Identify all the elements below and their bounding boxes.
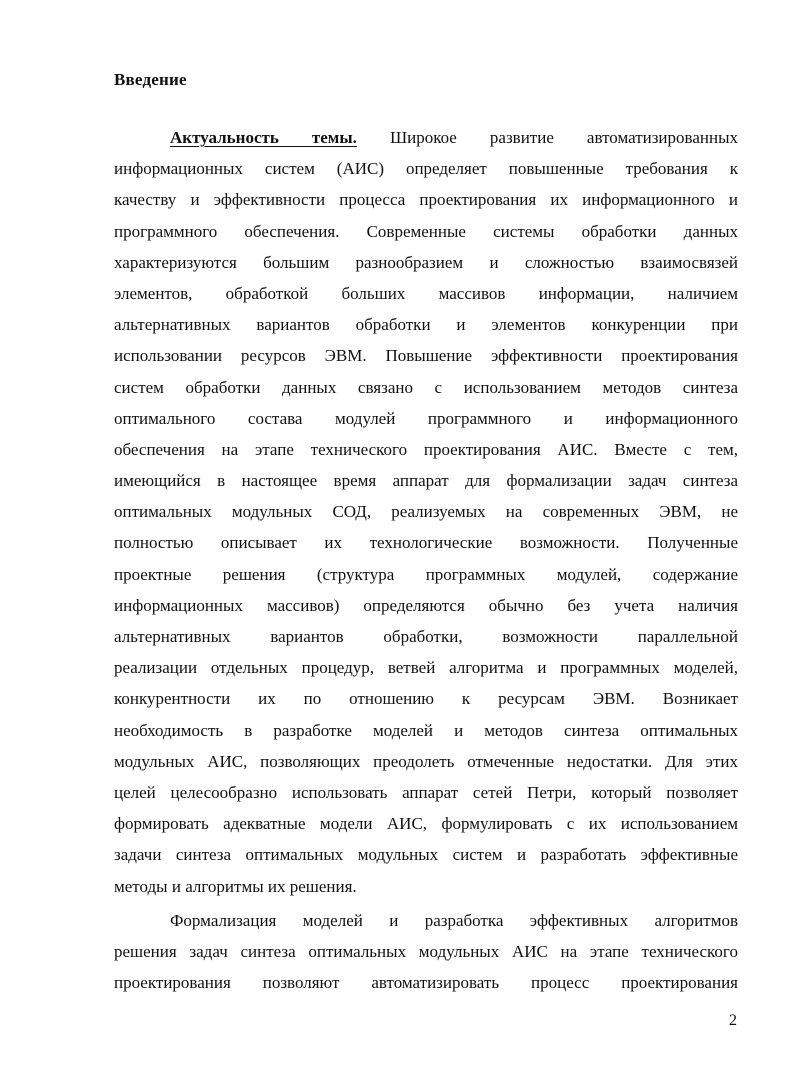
text-line: конкурентности их по отношению к ресурсам ЭВМ. Возникает xyxy=(114,689,738,709)
text-line: имеющийся в настоящее время аппарат для формализации задач синтеза xyxy=(114,471,738,491)
text-line: обеспечения на этапе технического проектирования АИС. Вместе с тем, xyxy=(114,439,738,459)
text-line: информационных массивов) определяются обычно без учета наличия xyxy=(114,595,738,615)
text-line: реализации отдельных процедур, ветвей алгоритма и программных моделей, xyxy=(114,658,738,678)
text-line: решения задач синтеза оптимальных модульных АИС на этапе технического xyxy=(114,942,738,962)
text-line: целей целесообразно использовать аппарат сетей Петри, который позволяет xyxy=(114,782,738,802)
text-line: характеризуются большим разнообразием и сложностью взаимосвязей xyxy=(114,252,738,272)
text-line: программного обеспечения. Современные системы обработки данных xyxy=(114,221,738,241)
text-line: альтернативных вариантов обработки и элементов конкуренции при xyxy=(114,315,738,335)
text-line: оптимального состава модулей программного и информационного xyxy=(114,408,738,428)
paragraph-lead: Актуальность темы. xyxy=(170,128,357,147)
text-line: полностью описывает их технологические возможности. Полученные xyxy=(114,533,738,553)
paragraph-relevance xyxy=(114,122,738,902)
text-line: систем обработки данных связано с использованием методов синтеза xyxy=(114,377,738,397)
text-line: проектные решения (структура программных модулей, содержание xyxy=(114,564,738,584)
paragraph-formalization xyxy=(114,905,738,999)
text-line-content: Широкое развитие автоматизированных xyxy=(389,128,738,147)
text-line: проектирования позволяют автоматизировать процесс проектирования xyxy=(114,973,738,993)
page-number: 2 xyxy=(729,1012,737,1029)
text-line: формировать адекватные модели АИС, формулировать с их использованием xyxy=(114,814,738,834)
text-line: использовании ресурсов ЭВМ. Повышение эффективности проектирования xyxy=(114,346,738,366)
text-line xyxy=(114,122,738,153)
section-heading: Введение xyxy=(114,70,187,89)
text-line: Формализация моделей и разработка эффективных алгоритмов xyxy=(170,911,738,930)
text-line: методы и алгоритмы их решения. xyxy=(114,876,357,896)
text-line: альтернативных вариантов обработки, возможности параллельной xyxy=(114,627,738,646)
text-line: задачи синтеза оптимальных модульных систем и разработать эффективные xyxy=(114,845,738,865)
text-line: информационных систем (АИС) определяет повышенные требования к xyxy=(114,159,738,179)
text-line: элементов, обработкой больших массивов информации, наличием xyxy=(114,283,738,303)
text-line: качеству и эффективности процесса проектирования их информационного и xyxy=(114,190,738,210)
text-line: необходимость в разработке моделей и методов синтеза оптимальных xyxy=(114,720,738,740)
text-line: модульных АИС, позволяющих преодолеть отмеченные недостатки. Для этих xyxy=(114,751,738,771)
text-line: оптимальных модульных СОД, реализуемых на современных ЭВМ, не xyxy=(114,502,738,522)
